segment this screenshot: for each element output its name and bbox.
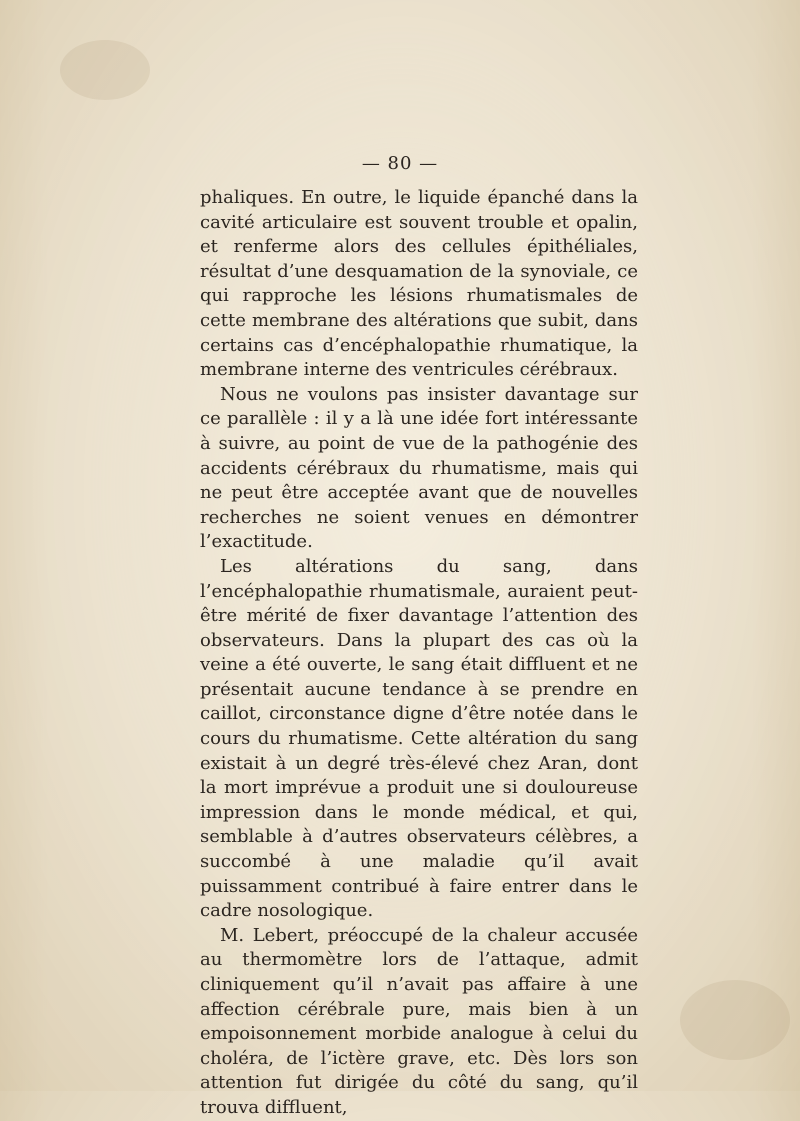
paper-stain [680, 980, 790, 1060]
page-body [200, 186, 638, 1121]
paragraph-1: phaliques. En outre, le liquide épanché dans la cavité articulaire est souvent trouble et opalin, et renferme alors des cellules épithéliales, résultat d’une desquamation de la synoviale, ce qui rapproche les lésions rhumatismales de cette membrane des altérations que subit, dans certains cas d’encéphalopathie rhumatique, la membrane interne des ventricules cérébraux. [200, 187, 638, 381]
paragraph-2: Nous ne voulons pas insister davantage sur ce parallèle : il y a là une idée fort intéressante à suivre, au point de vue de la pathogénie des accidents cérébraux du rhumatisme, mais qui ne peut être acceptée avant que de nouvelles recherches ne soient venues en démontrer l’exactitude. [200, 383, 638, 553]
paper-stain [60, 40, 150, 100]
paragraph-4: M. Lebert, préoccupé de la chaleur accusée au thermomètre lors de l’attaque, admit cliniquement qu’il n’avait pas affaire à une affection cérébrale pure, mais bien à un empoisonnement morbide analogue à celui du choléra, de l’ictère grave, etc. Dès lors son attention fut dirigée du côté du sang, qu’il trouva diffluent, [200, 924, 638, 1118]
page-number: — 80 — [361, 153, 439, 174]
paragraph-3: Les altérations du sang, dans l’encéphalopathie rhumatismale, auraient peut-être mérité de fixer davantage l’attention des observateurs. Dans la plupart des cas où la veine a été ouverte, le sang était diffluent et ne présentait aucune tendance à se prendre en caillot, circonstance digne d’être notée dans le cours du rhumatisme. Cette altération du sang existait à un degré très-élevé chez Aran, dont la mort imprévue a produit une si douloureuse impression dans le monde médical, et qui, semblable à d’autres observateurs célèbres, a succombé à une maladie qu’il avait puissamment contribué à faire entrer dans le cadre nosologique. [200, 555, 638, 922]
